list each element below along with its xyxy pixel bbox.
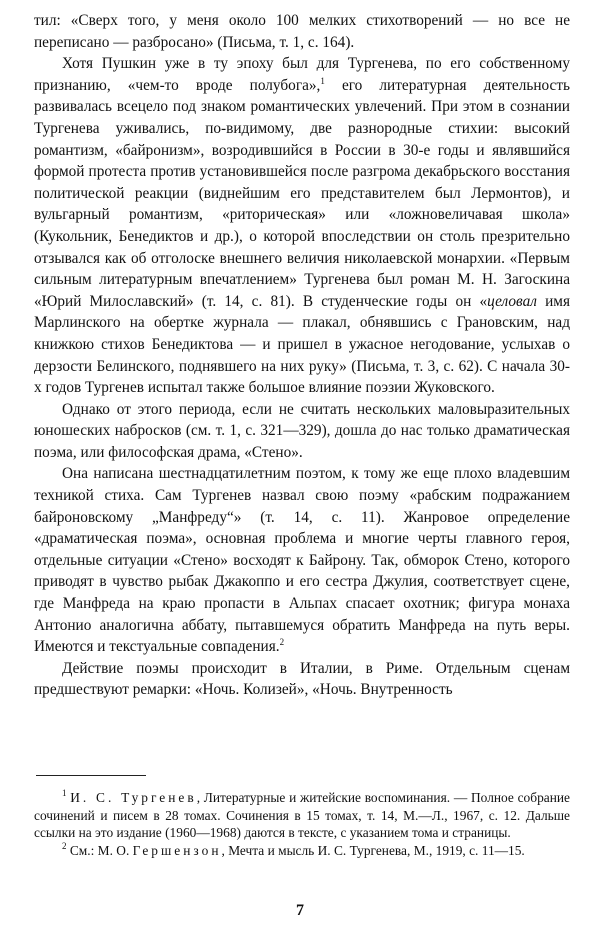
footnote-2-author: Гершензон: [132, 842, 222, 858]
main-text: [34, 10, 570, 701]
paragraph-steno-intro: Однако от этого периода, если не считать нескольких маловыразительных юношеских набросков (см. т. 1, с. 321—329), дошла до нас только драматическая поэма, или философская драма, «Стено».: [34, 400, 570, 461]
footnote-1-text: , Литературные и житейские воспоминания. — Полное собрание сочинений и писем в 28 томах. Сочинения в 15 томах, т. 14, М.—Л., 1967, с. 12. Дальше ссылки на это издание (1960—1968) даются в тексте, с указанием тома и страницы.: [34, 790, 570, 841]
paragraph-pushkin-part-c: имя Марлинского на обертке журнала — плакал, обнявшись с Грановским, над книжкою стихов Бенедиктова — и пришел в ужасное негодование, услыхав о дерзости Белинского, поднявшего на них руку» (Письма, т. 3, с. 62). С начала 30-х годов Тургенев испытал также большое влияние поэзии Жуковского.: [34, 292, 570, 397]
paragraph-byron: [34, 463, 570, 657]
footnotes: [34, 789, 570, 859]
footnote-2: [34, 842, 570, 860]
page-number: 7: [296, 902, 304, 919]
footnote-2-prefix: См.: М. О.: [66, 842, 133, 858]
paragraph-continuation: тил: «Сверх того, у меня около 100 мелких стихотворений — но все не переписано — разбросано» (Письма, т. 1, с. 164).: [34, 12, 570, 51]
footnote-ref-2: 2: [279, 637, 285, 648]
footnote-divider: [36, 775, 146, 776]
footnote-2-text: , Мечта и мысль И. С. Тургенева, М., 1919, с. 11—15.: [221, 842, 525, 858]
paragraph-byron-text: Она написана шестнадцатилетним поэтом, к тому же еще плохо владевшим техникой стиха. Сам Тургенев назвал свою поэму «рабским подражанием байроновскому „Манфреду“» (т. 14, с. 11). Жанровое определение «драматическая поэма», основная проблема и многие черты главного героя, отдельные ситуации «Стено» восходят к Байрону. Так, обморок Стено, которого приводят в чувство рыбак Джакоппо и его сестра Джулия, соответствует сцене, где Манфреда на краю пропасти в Альпах спасает охотник; фигура монаха Антонио аналогична аббату, пытавшемуся обратить Манфреда на путь веры. Имеются и текстуальные совпадения.: [34, 465, 570, 656]
italic-word: целовал: [487, 292, 537, 310]
footnote-1-number: 1: [62, 788, 67, 798]
paragraph-pushkin: [34, 53, 570, 399]
footnote-ref-1: 1: [320, 75, 325, 86]
footnote-2-number: 2: [62, 840, 67, 851]
footnote-1-author: И. С. Тургенев: [70, 790, 197, 805]
footnote-1: [34, 789, 570, 842]
paragraph-pushkin-part-a: Хотя Пушкин уже в ту эпоху был для Тургенева, по его собственному признанию, «чем-то вроде полубога»,: [34, 55, 570, 94]
paragraph-pushkin-part-b: его литературная деятельность развивалась всецело под знаком романтических увлечений. При этом в сознании Тургенева уживались, по-видимому, две разнородные стихии: высокий романтизм, «байронизм», возродившийся в России в 30-е годы и являвшийся формой протеста против установившейся после разгрома декабрьского восстания политической реакции (виднейшим его представителем был Лермонтов), и вульгарный романтизм, «риторическая» или «ложновеличавая школа» (Кукольник, Бенедиктов и др.), о которой впоследствии он столь презрительно отзывался как об отголоске внешнего величия николаевской монархии. «Первым сильным литературным впечатлением» Тургенева был роман М. Н. Загоскина «Юрий Милославский» (т. 14, с. 81). В студенческие годы он «: [34, 76, 570, 310]
paragraph-setting: Действие поэмы происходит в Италии, в Риме. Отдельным сценам предшествуют ремарки: «Ночь. Колизей», «Ночь. Внутренность: [34, 659, 570, 699]
